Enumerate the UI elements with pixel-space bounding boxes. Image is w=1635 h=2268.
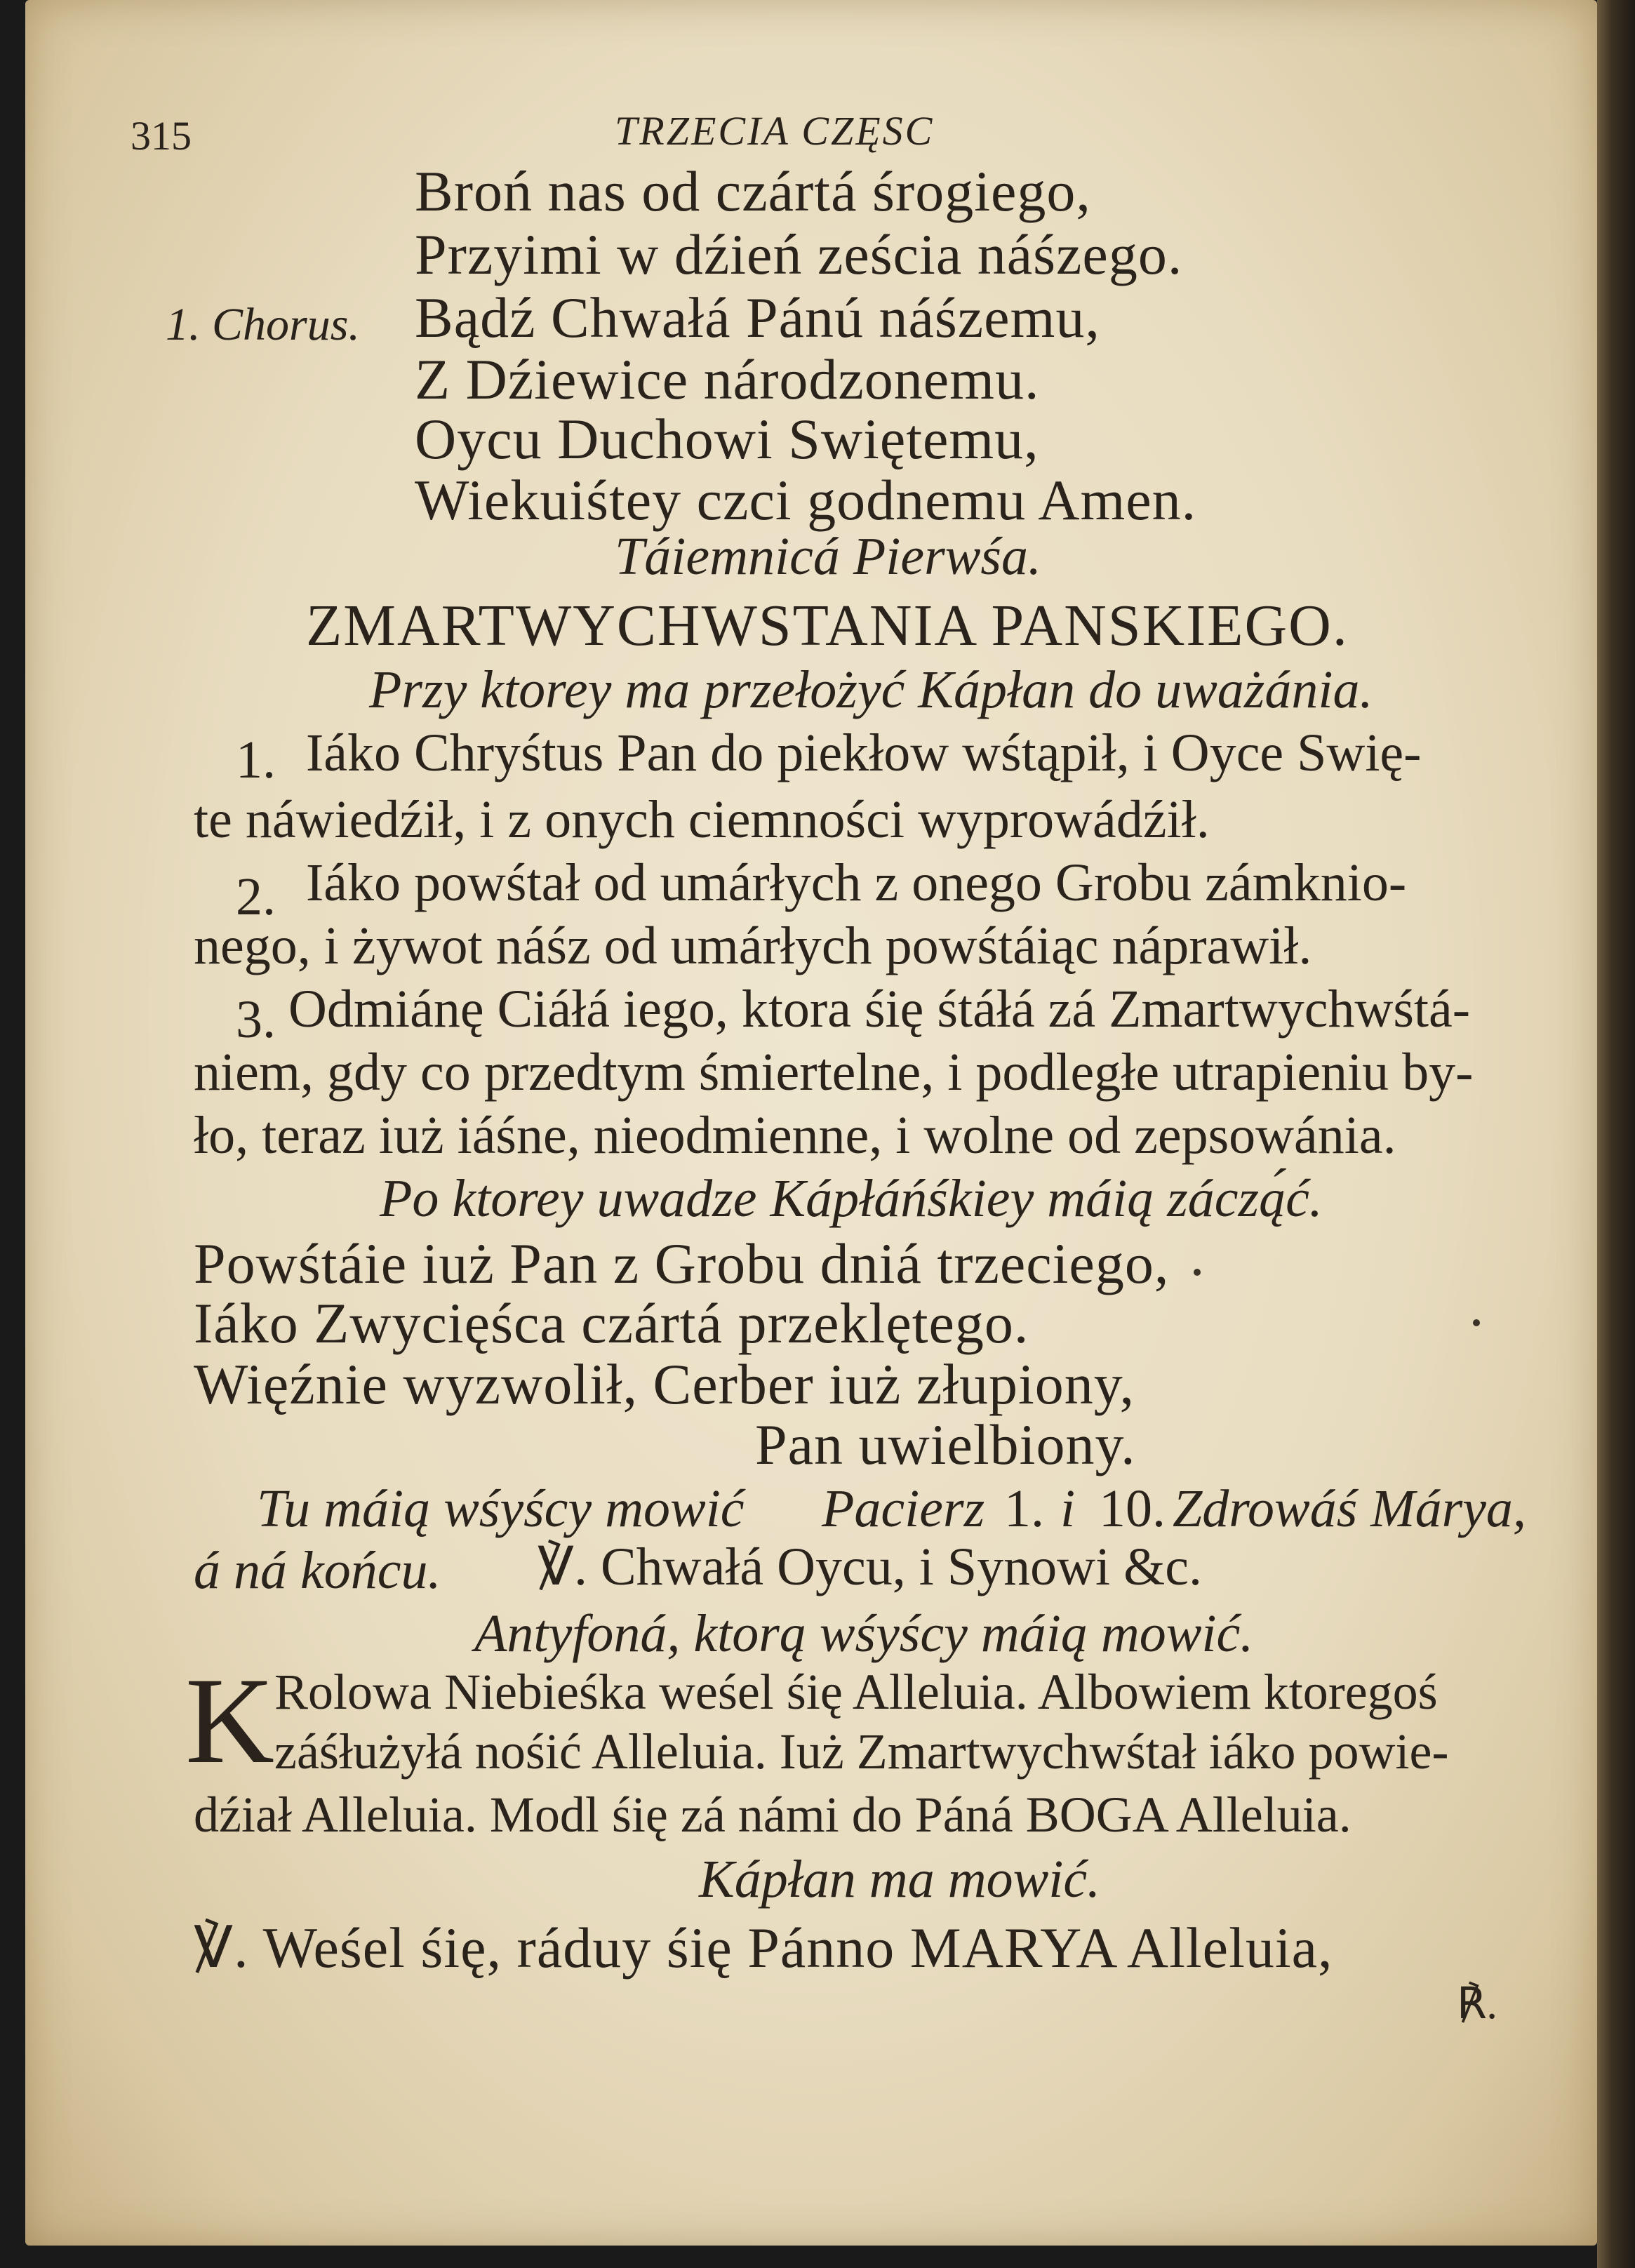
hymn-line: Iáko Zwycięśca czártá przeklętego. (194, 1291, 1029, 1355)
verse-line: Bądź Chwałá Pánú náśzemu, (415, 286, 1100, 349)
instruction-text: á ná końcu. (194, 1541, 441, 1600)
point-line: te náwiedźił, i z onych ciemności wyprowádźił. (194, 790, 1210, 849)
instruction-text: i (1060, 1479, 1076, 1538)
point-number: 1. (236, 731, 276, 789)
point-line: Iáko Chryśtus Pan do piekłow wśtąpił, i Oyce Swię- (306, 723, 1422, 782)
hymn-line: Pan uwielbiony. (755, 1413, 1136, 1476)
instruction-text: Kápłan ma mowić. (699, 1850, 1101, 1909)
instruction-text: Przy ktorey ma przełożyć Kápłan do uważánia. (369, 660, 1373, 719)
verse-line: Oycu Duchowi Swiętemu, (415, 407, 1039, 471)
point-number: 3. (236, 990, 276, 1049)
page-number: 315 (131, 113, 192, 159)
antiphon-line: dźiał Alleluia. Modl śię zá námi do Páná BOGA Alleluia. (194, 1787, 1352, 1843)
antiphon-heading: Antyfoná, ktorą wśyścy máią mowić. (474, 1604, 1254, 1663)
instruction-text: ℣. Chwałá Oycu, i Synowi &c. (538, 1537, 1202, 1596)
verse-line: Przyimi w dźień ześcia náśzego. (415, 222, 1183, 286)
hymn-line: Powśtáie iuż Pan z Grobu dniá trzeciego, (194, 1232, 1170, 1295)
verse-line: Broń nas od czártá śrogiego, (415, 159, 1091, 223)
mystery-title: Táiemnicá Pierwśa. (615, 527, 1041, 586)
drop-capital: K (185, 1653, 275, 1789)
point-line: nego, i żywot náśz od umárłych powśtáiąc náprawił. (194, 916, 1312, 975)
instruction-text: 10. (1099, 1479, 1166, 1538)
instruction-text: Tu máią wśyścy mowić (257, 1479, 745, 1538)
running-head: TRZECIA CZĘSC (615, 108, 935, 154)
book-gutter (1597, 0, 1635, 2268)
point-line: ło, teraz iuż iáśne, nieodmienne, i wolne od zepsowánia. (194, 1106, 1396, 1165)
instruction-text: Po ktorey uwadze Kápłáńśkiey máią záczą́ć. (380, 1169, 1323, 1228)
instruction-text: Pacierz (822, 1479, 985, 1538)
response-mark: ℟. (1457, 1980, 1497, 2028)
antiphon-line: záśłużyłá nośić Alleluia. Iuż Zmartwychwśtał iáko powie- (274, 1723, 1449, 1780)
chorus-label: 1. Chorus. (166, 299, 360, 350)
verse-line: Wiekuiśtey czci godnemu Amen. (415, 468, 1197, 532)
ink-dot (1473, 1319, 1480, 1326)
point-line: Odmiánę Ciáłá iego, ktora śię śtáłá zá Zmartwychwśtá- (288, 980, 1471, 1039)
instruction-text: Zdrowáś Márya, (1173, 1479, 1526, 1538)
point-line: niem, gdy co przedtym śmiertelne, i podległe utrapieniu by- (194, 1043, 1474, 1102)
point-line: Iáko powśtał od umárłych z onego Grobu zámknio- (306, 853, 1407, 912)
hymn-line: Więźnie wyzwolił, Cerber iuż złupiony, (194, 1352, 1135, 1416)
antiphon-line: Rolowa Niebieśka weśel śię Alleluia. Albowiem ktoregoś (274, 1664, 1438, 1720)
point-number: 2. (236, 867, 276, 926)
verse-line: Z Dźiewice národzonemu. (415, 347, 1040, 411)
versicle-line: ℣. Weśel śię, ráduy śię Pánno MARYA Alleluia, (194, 1916, 1333, 1980)
ink-dot (1194, 1269, 1201, 1276)
instruction-text: 1. (1004, 1479, 1044, 1538)
main-heading: ZMARTWYCHWSTANIA PANSKIEGO. (306, 593, 1349, 658)
book-page (25, 0, 1597, 2246)
